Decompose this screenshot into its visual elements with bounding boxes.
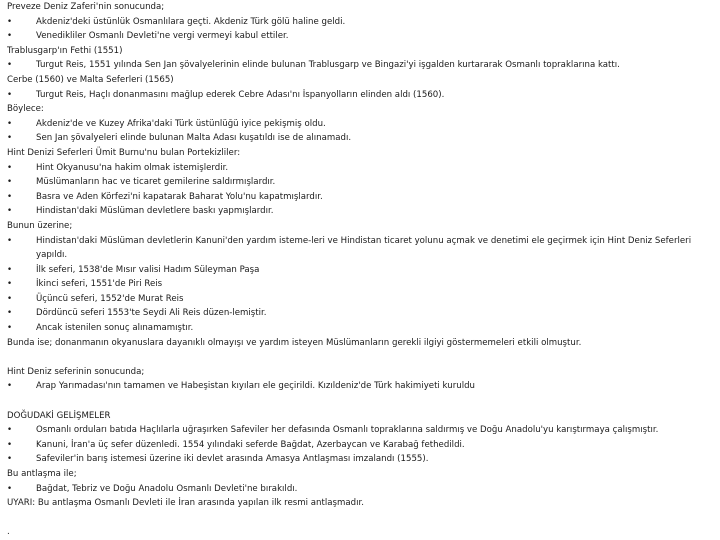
bullet-icon: •: [7, 89, 13, 100]
paragraph-line: Bu antlaşma ile;: [7, 469, 77, 479]
bullet-item: [7, 292, 715, 307]
bullet-item: [7, 263, 715, 278]
bullet-text: Hindistan'daki Müslüman devletlere baskı yapmışlardır.: [36, 206, 274, 217]
bullet-icon: •: [7, 162, 13, 173]
bullet-item: [7, 58, 715, 73]
bullet-item: [7, 131, 715, 146]
bullet-icon: •: [7, 118, 13, 129]
bullet-icon: •: [7, 16, 13, 27]
bullet-text: Akdeniz'deki üstünlük Osmanlılara geçti. Akdeniz Türk gölü haline geldi.: [36, 16, 346, 27]
paragraph-line: Hint Denizi Seferleri Ümit Burnu'nu bulan Portekizliler:: [7, 147, 241, 158]
bullet-icon: •: [7, 31, 13, 42]
bullet-icon: •: [7, 308, 13, 319]
bullet-item: [7, 452, 715, 467]
bullet-item: [7, 190, 715, 205]
bullet-text: Sen Jan şövalyeleri elinde bulunan Malta Adası kuşatıldı ise de alınamadı.: [36, 133, 352, 144]
bullet-text: Safeviler'in barış istemesi üzerine iki devlet arasında Amasya Antlaşması imzalandı (1555).: [36, 454, 429, 465]
bullet-item: [7, 117, 715, 132]
paragraph-line: Böylece:: [7, 104, 44, 115]
bullet-item: [7, 423, 715, 438]
bullet-icon: •: [7, 264, 13, 275]
blank-line: [7, 394, 715, 409]
bullet-item: [7, 438, 715, 453]
bullet-text: Turgut Reis, Haçlı donanmasını mağlup ederek Cebre Adası'nı İspanyolların elinden aldı (1560).: [36, 89, 445, 100]
bullet-icon: •: [7, 381, 13, 392]
paragraph-line: Bunda ise; donanmanın okyanuslara dayanıklı olmayışı ve yardım isteyen Müslümanların gerekli ilgiyi göstermemeleri etkili olmuştur.: [7, 337, 582, 348]
paragraph-line: Cerbe (1560) ve Malta Seferleri (1565): [7, 74, 174, 85]
bullet-text: Hindistan'daki Müslüman devletlerin Kanuni'den yardım isteme-leri ve Hindistan ticaret yolunu açmak ve denetimi ele geçirmek için Hint Deniz Seferleri yapıldı.: [36, 235, 692, 261]
paragraph-line: Bunun üzerine;: [7, 220, 73, 231]
bullet-item: [7, 277, 715, 292]
bullet-text: Ancak istenilen sonuç alınamamıştır.: [36, 323, 194, 334]
bullet-item: [7, 161, 715, 176]
bullet-text: Akdeniz'de ve Kuzey Afrika'daki Türk üstünlüğü iyice pekişmiş oldu.: [36, 118, 326, 129]
paragraph-line: DOĞUDAKİ GELİŞMELER: [7, 410, 111, 421]
bullet-text: Basra ve Aden Körfezi'ni kapatarak Baharat Yolu'nu kapatmışlardır.: [36, 191, 323, 202]
blank-line: [7, 350, 715, 365]
bullet-icon: •: [7, 235, 13, 246]
bullet-text: İlk seferi, 1538'de Mısır valisi Hadım Süleyman Paşa: [36, 264, 260, 275]
bullet-item: [7, 175, 715, 190]
bullet-item: [7, 306, 715, 321]
bullet-text: İkinci seferi, 1551'de Piri Reis: [36, 279, 163, 290]
bullet-text: Turgut Reis, 1551 yılında Sen Jan şövalyelerinin elinde bulunan Trablusgarp ve Bingazi'yi işgalden kurtararak Osmanlı topraklarına kattı.: [36, 60, 620, 71]
bullet-icon: •: [7, 206, 13, 217]
bullet-icon: •: [7, 279, 13, 290]
bullet-item: [7, 321, 715, 336]
bullet-icon: •: [7, 133, 13, 144]
paragraph-line: Preveze Deniz Zaferi'nin sonucunda;: [7, 2, 165, 12]
paragraph-line: UYARI: Bu antlaşma Osmanlı Devleti ile İran arasında yapılan ilk resmi antlaşmadır.: [7, 498, 364, 509]
bullet-item: [7, 234, 715, 263]
bullet-item: [7, 204, 715, 219]
bullet-icon: •: [7, 177, 13, 188]
bullet-text: Osmanlı orduları batıda Haçlılarla uğraşırken Safeviler her defasında Osmanlı topraklarına saldırmış ve Doğu Anadolu'yu karıştırmaya çalışmıştır.: [36, 425, 659, 436]
bullet-text: Hint Okyanusu'na hakim olmak istemişlerdir.: [36, 162, 229, 173]
bullet-item: [7, 482, 715, 497]
bullet-icon: •: [7, 483, 13, 494]
bullet-text: Venedikliler Osmanlı Devleti'ne vergi vermeyi kabul ettiler.: [36, 31, 289, 42]
paragraph-line: Trablusgarp'ın Fethi (1551): [7, 45, 123, 56]
bullet-icon: •: [7, 191, 13, 202]
bullet-item: [7, 379, 715, 394]
paragraph-line: .: [7, 527, 10, 538]
bullet-icon: •: [7, 60, 13, 71]
bullet-icon: •: [7, 293, 13, 304]
bullet-text: Dördüncü seferi 1553'te Seydi Ali Reis düzen-lemiştir.: [36, 308, 267, 319]
paragraph-line: Hint Deniz seferinin sonucunda;: [7, 366, 145, 377]
bullet-text: Kanuni, İran'a üç sefer düzenledi. 1554 yılındaki seferde Bağdat, Azerbaycan ve Karabağ fethedildi.: [36, 439, 465, 450]
bullet-item: [7, 15, 715, 30]
bullet-icon: •: [7, 454, 13, 465]
bullet-text: Arap Yarımadası'nın tamamen ve Habeşistan kıyıları ele geçirildi. Kızıldeniz'de Türk hakimiyeti kuruldu: [36, 381, 475, 392]
bullet-item: [7, 88, 715, 103]
bullet-item: [7, 29, 715, 44]
bullet-text: Müslümanların hac ve ticaret gemilerine saldırmışlardır.: [36, 177, 276, 188]
document-body: [7, 0, 715, 540]
bullet-text: Üçüncü seferi, 1552'de Murat Reis: [36, 293, 184, 304]
bullet-icon: •: [7, 425, 13, 436]
blank-line: [7, 511, 715, 526]
bullet-icon: •: [7, 439, 13, 450]
bullet-icon: •: [7, 323, 13, 334]
bullet-text: Bağdat, Tebriz ve Doğu Anadolu Osmanlı Devleti'ne bırakıldı.: [36, 483, 298, 494]
